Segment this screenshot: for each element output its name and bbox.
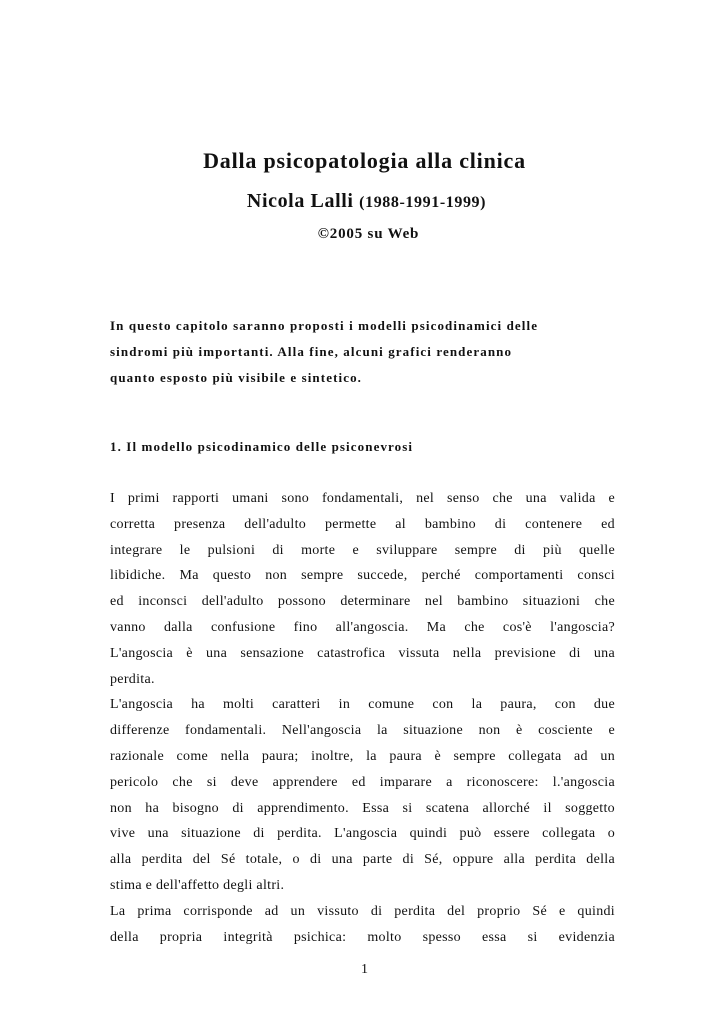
- body-line: vive una situazione di perdita. L'angoscia quindi può essere collegata o: [110, 826, 615, 842]
- author-name: Nicola Lalli: [246, 190, 354, 212]
- page-number: 1: [361, 962, 368, 977]
- body-line: perdita.: [110, 671, 155, 687]
- body-line: non ha bisogno di apprendimento. Essa si scatena allorché il soggetto: [110, 800, 615, 816]
- body-line: vanno dalla confusione fino all'angoscia. Ma che cos'è l'angoscia?: [110, 619, 615, 635]
- intro-paragraph: [110, 313, 615, 391]
- body-line: ed inconsci dell'adulto possono determinare nel bambino situazioni che: [110, 594, 615, 610]
- author-line: [8, 190, 725, 213]
- body-line: della propria integrità psichica: molto spesso essa si evidenzia: [110, 929, 615, 945]
- intro-line: In questo capitolo saranno proposti i modelli psicodinamici delle: [110, 318, 539, 333]
- author-years: (1988-1991-1999): [359, 194, 487, 211]
- body-line: L'angoscia è una sensazione catastrofica vissuta nella previsione di una: [110, 645, 615, 661]
- document-title: Dalla psicopatologia alla clinica: [203, 148, 526, 173]
- body-line: stima e dell'affetto degli altri.: [110, 877, 285, 893]
- body-line: razionale come nella paura; inoltre, la paura è sempre collegata ad un: [110, 748, 615, 764]
- body-line: L'angoscia ha molti caratteri in comune con la paura, con due: [110, 697, 615, 713]
- section-body: [110, 486, 615, 950]
- body-line: I primi rapporti umani sono fondamentali, nel senso che una valida e: [110, 491, 615, 506]
- body-line: libidiche. Ma questo non sempre succede, perché comportamenti consci: [110, 568, 615, 584]
- body-line: corretta presenza dell'adulto permette al bambino di contenere ed: [110, 516, 615, 532]
- body-line: alla perdita del Sé totale, o di una parte di Sé, oppure alla perdita della: [110, 852, 615, 868]
- intro-line: quanto esposto più visibile e sintetico.: [110, 370, 363, 385]
- copyright-notice: ©2005 su Web: [317, 226, 420, 242]
- section-heading: 1. Il modello psicodinamico delle psiconevrosi: [110, 439, 414, 454]
- body-line: La prima corrisponde ad un vissuto di perdita del proprio Sé e quindi: [110, 903, 615, 919]
- intro-line: sindromi più importanti. Alla fine, alcuni grafici renderanno: [110, 344, 513, 359]
- body-line: integrare le pulsioni di morte e sviluppare sempre di più quelle: [110, 542, 615, 558]
- body-line: differenze fondamentali. Nell'angoscia la situazione non è cosciente e: [110, 723, 615, 739]
- body-line: pericolo che si deve apprendere ed imparare a riconoscere: l.'angoscia: [110, 774, 615, 790]
